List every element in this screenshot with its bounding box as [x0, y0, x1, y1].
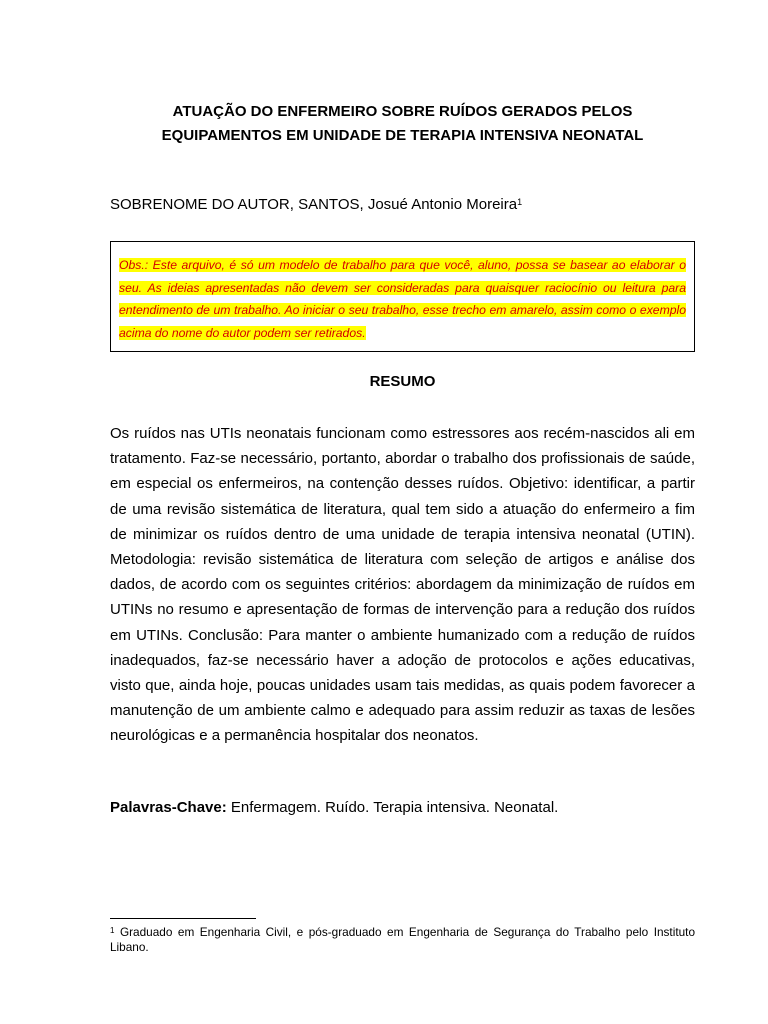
footnote [110, 925, 695, 955]
author-line [110, 195, 522, 215]
keywords-value: Enfermagem. Ruído. Terapia intensiva. Neonatal. [230, 799, 559, 816]
author-name: SOBRENOME DO AUTOR, SANTOS, Josué Antonio Moreira [110, 196, 518, 213]
keywords-label: Palavras-Chave: [110, 799, 227, 816]
title-line-2: EQUIPAMENTOS EM UNIDADE DE TERAPIA INTENSIVA NEONATAL [161, 127, 644, 144]
footnote-text: Graduado em Engenharia Civil, e pós-graduado em Engenharia de Segurança do Trabalho pelo Instituto Libano. [110, 925, 696, 954]
abstract-heading: RESUMO [369, 373, 436, 390]
abstract-body: Os ruídos nas UTIs neonatais funcionam como estressores aos recém-nascidos ali em tratamento. Faz-se necessário, portanto, abordar o trabalho dos profissionais de saúde, em especial os enfermeiros, na contenção desses ruídos. Objetivo: identificar, a partir de uma revisão sistemática de literatura, qual tem sido a atuação do enfermeiro a fim de minimizar os ruídos dentro de uma unidade de terapia intensiva neonatal (UTIN). Metodologia: revisão sistemática de literatura com seleção de artigos e análise dos dados, de acordo com os seguintes critérios: abordagem da minimização de ruídos em UTINs no resumo e apresentação de formas de intervenção para a redução dos ruídos em UTINs. Conclusão: Para manter o ambiente humanizado com a redução de ruídos inadequados, faz-se necessário haver a adoção de protocolos e ações educativas, visto que, ainda hoje, poucas unidades usam tais medidas, as quais podem favorecer a manutenção de um ambiente calmo e adequado para assim reduzir as taxas de lesões neurológicas e a permanência hospitalar dos neonatos. [110, 425, 695, 745]
footnote-marker: 1 [110, 926, 115, 935]
template-note-text: Obs.: Este arquivo, é só um modelo de trabalho para que você, aluno, possa se basear ao elaborar o seu. As ideias apresentadas não devem ser consideradas para quaisquer raciocínio ou leitura para entendimento de um trabalho. Ao iniciar o seu trabalho, esse trecho em amarelo, assim como o exemplo acima do nome do autor podem ser retirados. [119, 258, 686, 340]
title-line-1: ATUAÇÃO DO ENFERMEIRO SOBRE RUÍDOS GERADOS PELOS [172, 103, 633, 120]
document-title [110, 100, 695, 148]
author-footnote-marker: 1 [517, 197, 523, 207]
footnote-separator [110, 918, 256, 919]
keywords-line [110, 798, 695, 818]
template-note [119, 254, 686, 344]
template-note-box [110, 241, 695, 352]
